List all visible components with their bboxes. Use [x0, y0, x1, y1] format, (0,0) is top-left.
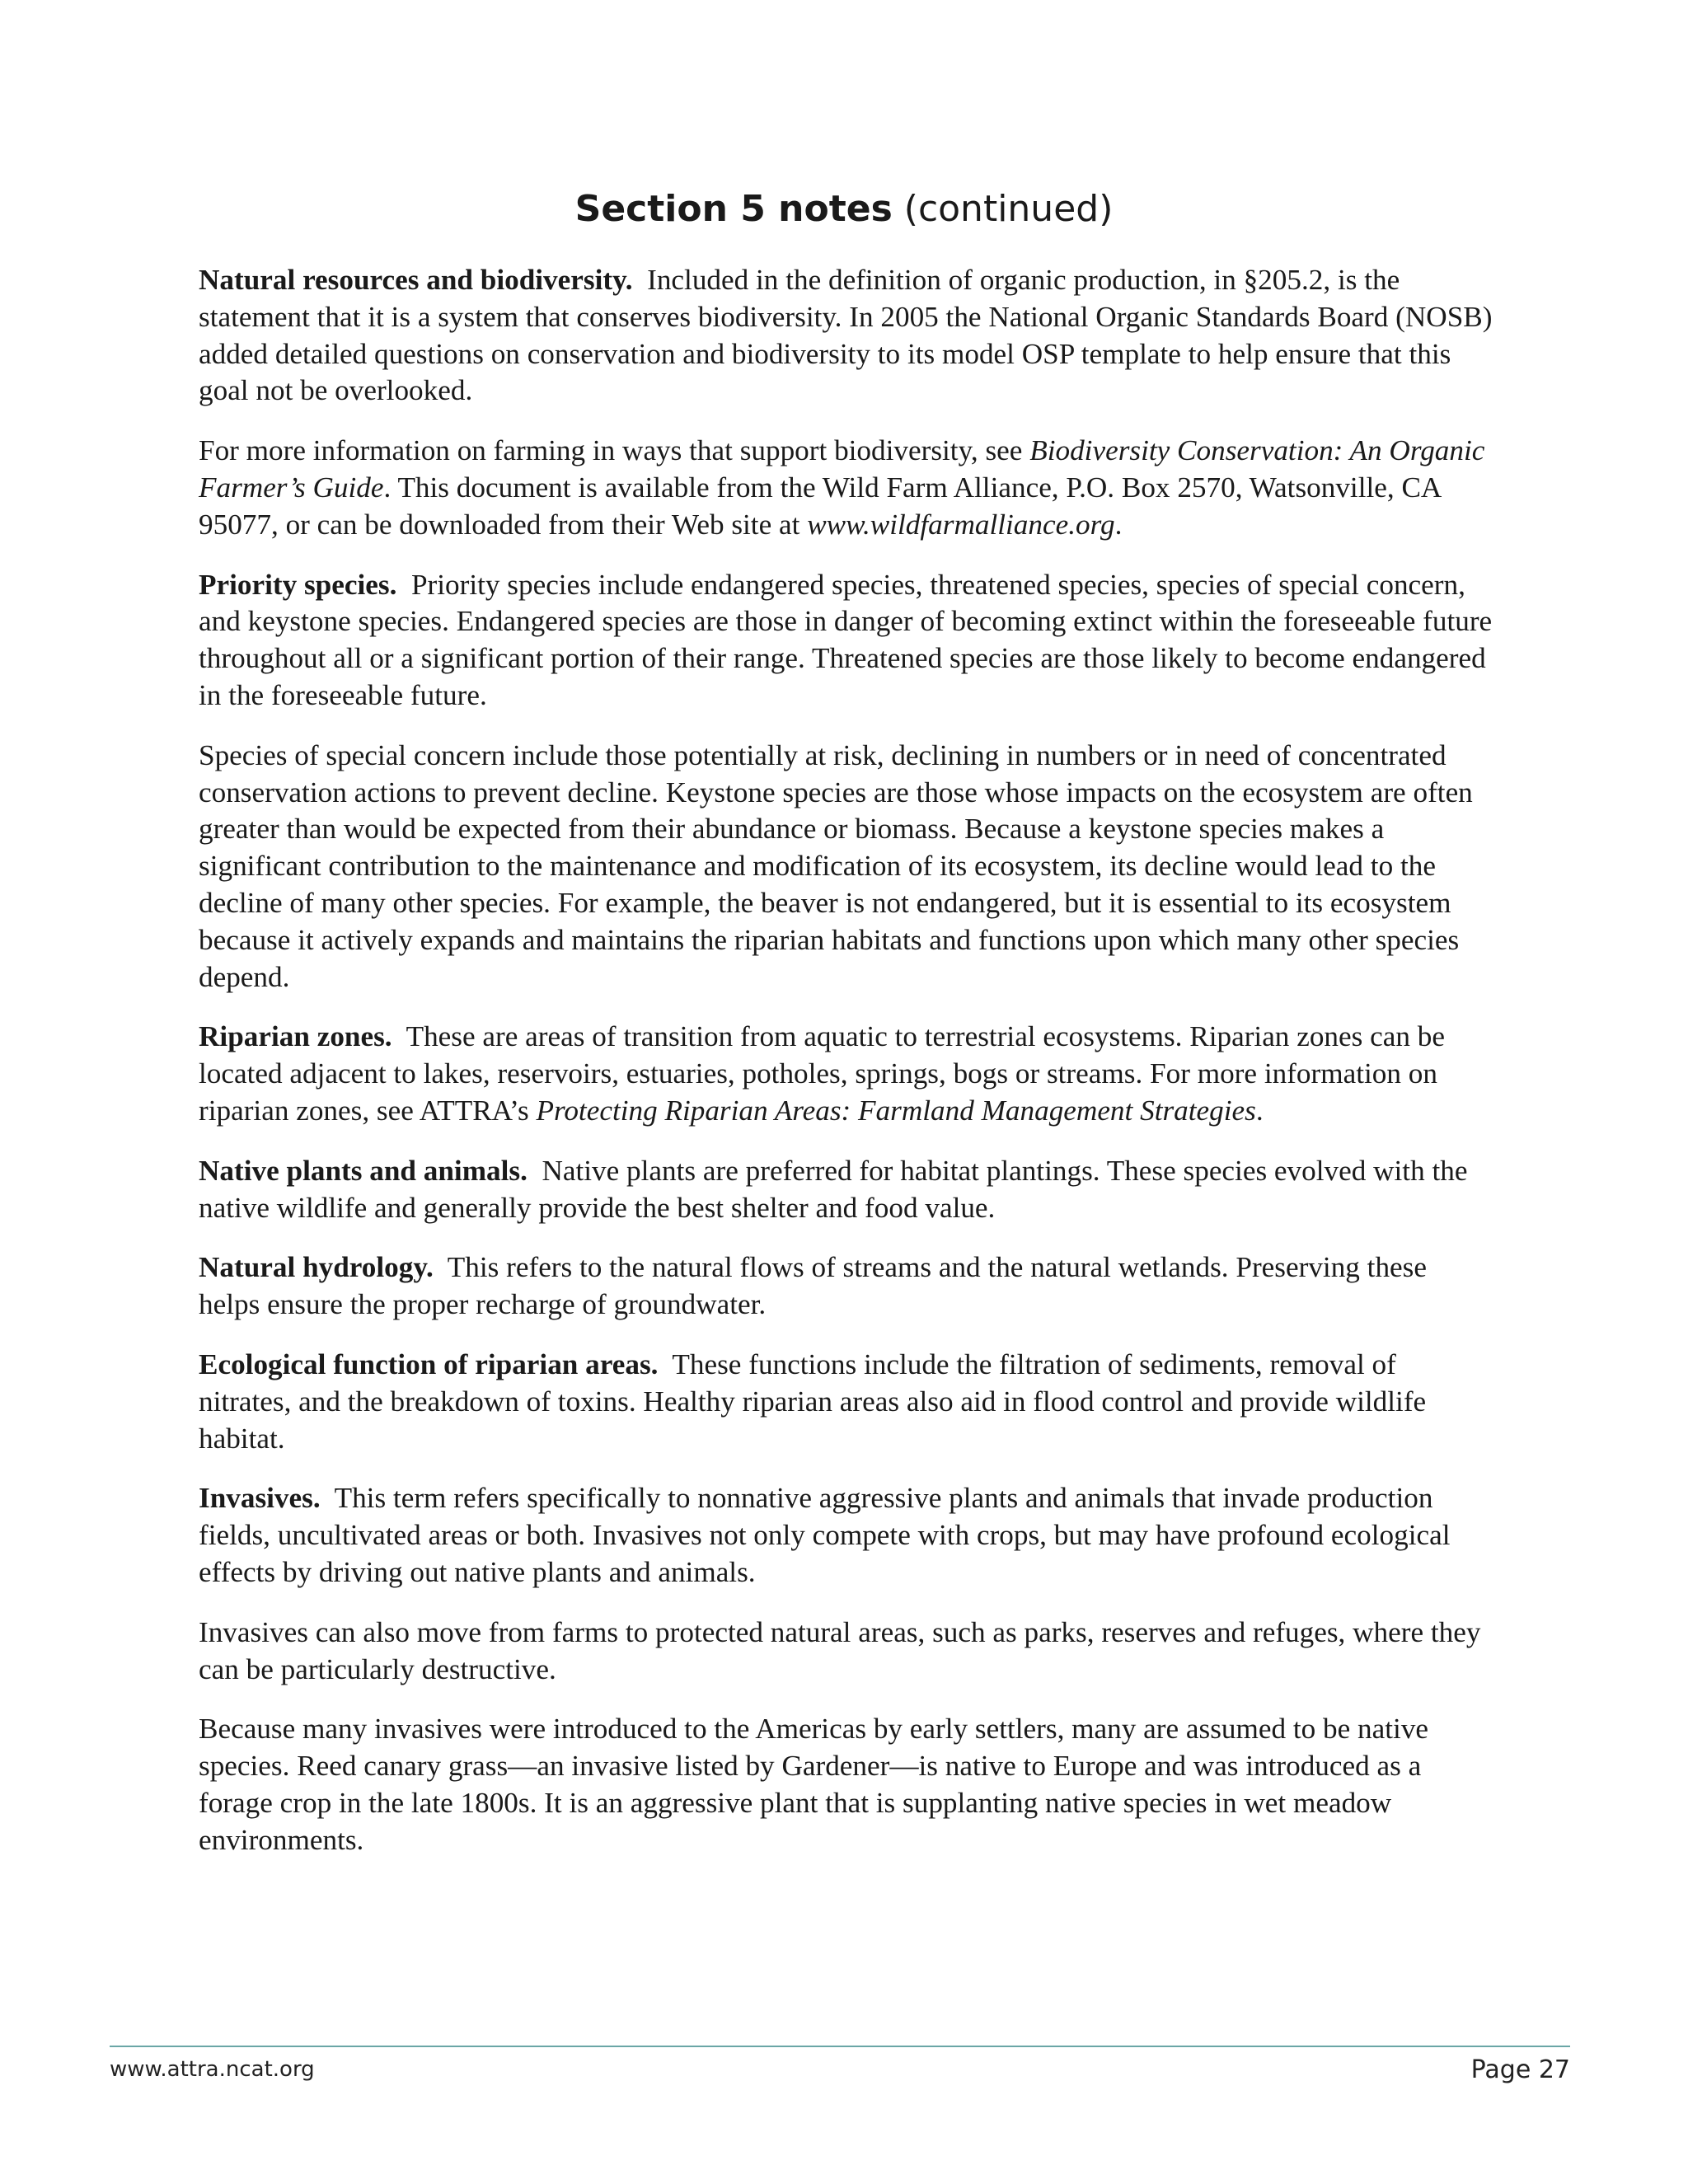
paragraph-lead: Native plants and animals.: [199, 1154, 528, 1187]
paragraph-lead: Priority species.: [199, 568, 397, 601]
publication-title: Protecting Riparian Areas: Farmland Management Strategies: [536, 1094, 1256, 1127]
paragraph-text: Because many invasives were introduced to the Americas by early settlers, many are assumed to be native species. Reed canary grass—an invasive listed by Gardener—is native to Europe and was introduced as a forage crop in the late 1800s. It is an aggressive plant that is supplanting native species in wet meadow environments.: [199, 1713, 1429, 1856]
paragraph-text: .: [1114, 508, 1123, 541]
footer-divider: [110, 2046, 1570, 2047]
paragraph-text: .: [1255, 1094, 1264, 1127]
paragraph-invasives-movement: [199, 1615, 1494, 1689]
notes-body: [199, 262, 1494, 1882]
paragraph-riparian-zones: [199, 1019, 1494, 1129]
paragraph-lead: Ecological function of riparian areas.: [199, 1347, 659, 1380]
paragraph-special-concern: [199, 738, 1494, 996]
paragraph-text: Included in the definition of organic production, in §205.2, is the statement that it is a system that conserves biodiversity. In 2005 the National Organic Standards Board (NOSB) added detailed questions on conservation and biodiversity to its model OSP template to help ensure that this goal not be overlooked.: [199, 264, 1493, 407]
footer-website: www.attra.ncat.org: [110, 2057, 315, 2082]
paragraph-text: This refers to the natural flows of streams and the natural wetlands. Preserving these helps ensure the proper recharge of groundwater.: [199, 1251, 1427, 1321]
paragraph-text: Invasives can also move from farms to protected natural areas, such as parks, reserves and refuges, where they can be particularly destructive.: [199, 1615, 1481, 1685]
paragraph-lead: Riparian zones.: [199, 1020, 392, 1053]
section-title: Section 5 notes: [574, 188, 893, 230]
publication-title: Biodiversity Conservation: An Organic Farmer’s Guide: [199, 434, 1485, 504]
paragraph-invasives-history: [199, 1711, 1494, 1858]
paragraph-native-plants: [199, 1153, 1494, 1227]
paragraph-natural-resources: [199, 262, 1494, 410]
paragraph-text: These are areas of transition from aquatic to terrestrial ecosystems. Riparian zones can be located adjacent to lakes, reservoirs, estuaries, potholes, springs, bogs or streams. For more information on riparian zones, see ATTRA’s: [199, 1020, 1445, 1127]
section-heading: [0, 188, 1688, 232]
paragraph-text: For more information on farming in ways that support biodiversity, see: [199, 434, 1030, 467]
website-reference: www.wildfarmalliance.org: [807, 508, 1115, 541]
paragraph-natural-hydrology: [199, 1249, 1494, 1324]
paragraph-text: Native plants are preferred for habitat plantings. These species evolved with the native wildlife and generally provide the best shelter and food value.: [199, 1154, 1468, 1224]
paragraph-biodiversity-info: [199, 433, 1494, 543]
paragraph-invasives: [199, 1480, 1494, 1591]
paragraph-text: Priority species include endangered species, threatened species, species of special concern, and keystone species. Endangered species are those in danger of becoming extinct within the foreseeable future throughout all or a significant portion of their range. Threatened species are those likely to become endangered in the foreseeable future.: [199, 568, 1493, 711]
paragraph-lead: Natural resources and biodiversity.: [199, 264, 633, 296]
paragraph-ecological-function: [199, 1347, 1494, 1457]
paragraph-text: This term refers specifically to nonnative aggressive plants and animals that invade production fields, uncultivated areas or both. Invasives not only compete with crops, but may have profound ecological effects by driving out native plants and animals.: [199, 1482, 1451, 1588]
paragraph-text: Species of special concern include those potentially at risk, declining in numbers or in need of concentrated conservation actions to prevent decline. Keystone species are those whose impacts on the ecosystem are often greater than would be expected from their abundance or biomass. Because a keystone species makes a significant contribution to the maintenance and modification of its ecosystem, its decline would lead to the decline of many other species. For example, the beaver is not endangered, but it is essential to its ecosystem because it actively expands and maintains the riparian habitats and functions upon which many other species depend.: [199, 738, 1473, 993]
paragraph-lead: Invasives.: [199, 1482, 321, 1515]
paragraph-text: . This document is available from the Wild Farm Alliance, P.O. Box 2570, Watsonville, CA 95077, or can be downloaded from their Web site at: [199, 471, 1441, 541]
page-number: Page 27: [1470, 2055, 1570, 2084]
paragraph-text: These functions include the filtration of sediments, removal of nitrates, and the breakdown of toxins. Healthy riparian areas also aid in flood control and provide wildlife habitat.: [199, 1347, 1427, 1455]
paragraph-priority-species: [199, 567, 1494, 715]
paragraph-lead: Natural hydrology.: [199, 1251, 434, 1284]
section-title-continued: (continued): [903, 188, 1114, 230]
